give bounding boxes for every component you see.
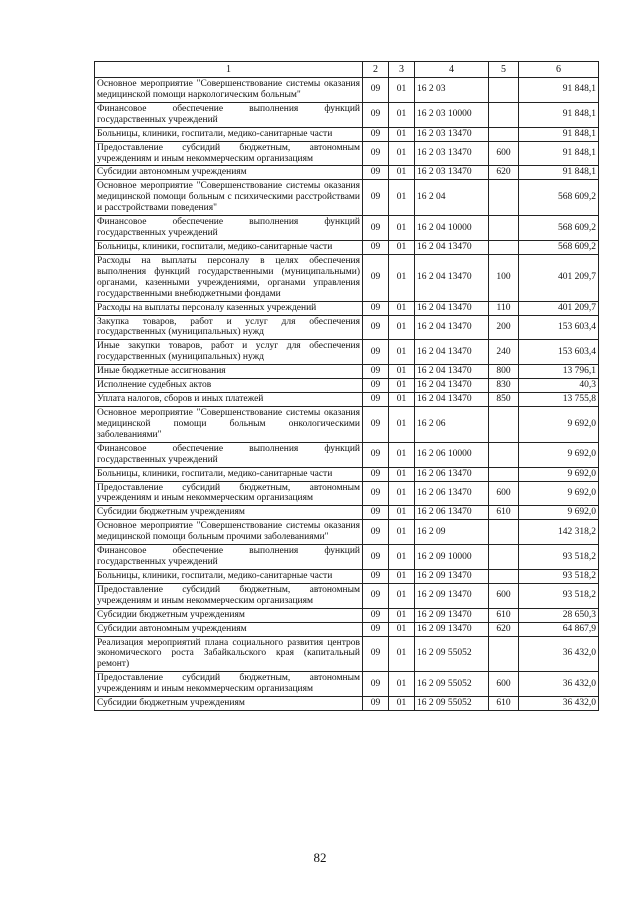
cell-subsection: 01 xyxy=(389,622,415,636)
cell-expense-type: 200 xyxy=(489,315,519,340)
cell-subsection: 01 xyxy=(389,636,415,672)
cell-subsection: 01 xyxy=(389,254,415,301)
cell-subsection: 01 xyxy=(389,583,415,608)
cell-name: Исполнение судебных актов xyxy=(95,379,363,393)
cell-subsection: 01 xyxy=(389,166,415,180)
cell-subsection: 01 xyxy=(389,315,415,340)
cell-section: 09 xyxy=(363,583,389,608)
cell-name: Субсидии бюджетным учреждениям xyxy=(95,697,363,711)
table-row xyxy=(95,697,599,711)
table-row xyxy=(95,608,599,622)
cell-name: Основное мероприятие "Совершенствование системы оказания медицинской помощи больным с психическими расстройствами и расстройствами поведения" xyxy=(95,180,363,216)
cell-expense-type xyxy=(489,636,519,672)
cell-amount: 568 609,2 xyxy=(519,180,599,216)
cell-section: 09 xyxy=(363,127,389,141)
cell-subsection: 01 xyxy=(389,545,415,570)
table-row xyxy=(95,78,599,103)
cell-name: Субсидии автономным учреждениям xyxy=(95,166,363,180)
cell-amount: 9 692,0 xyxy=(519,406,599,442)
cell-target-code: 16 2 04 13470 xyxy=(415,340,489,365)
cell-name: Основное мероприятие "Совершенствование системы оказания медицинской помощи больным прочими заболеваниями" xyxy=(95,520,363,545)
cell-section: 09 xyxy=(363,672,389,697)
cell-name: Финансовое обеспечение выполнения функций государственных учреждений xyxy=(95,102,363,127)
cell-section: 09 xyxy=(363,78,389,103)
cell-name: Предоставление субсидий бюджетным, автономным учреждениям и иным некоммерческим организациям xyxy=(95,583,363,608)
cell-expense-type: 600 xyxy=(489,583,519,608)
table-row xyxy=(95,467,599,481)
cell-subsection: 01 xyxy=(389,379,415,393)
cell-name: Больницы, клиники, госпитали, медико-санитарные части xyxy=(95,467,363,481)
table-row xyxy=(95,240,599,254)
cell-target-code: 16 2 04 13470 xyxy=(415,315,489,340)
cell-expense-type: 800 xyxy=(489,365,519,379)
cell-target-code: 16 2 06 10000 xyxy=(415,442,489,467)
table-row xyxy=(95,569,599,583)
cell-amount: 9 692,0 xyxy=(519,442,599,467)
cell-subsection: 01 xyxy=(389,467,415,481)
cell-expense-type xyxy=(489,406,519,442)
header-cell-4: 4 xyxy=(415,62,489,78)
cell-section: 09 xyxy=(363,545,389,570)
cell-section: 09 xyxy=(363,520,389,545)
cell-amount: 401 209,7 xyxy=(519,254,599,301)
cell-expense-type xyxy=(489,545,519,570)
cell-section: 09 xyxy=(363,301,389,315)
table-row xyxy=(95,254,599,301)
cell-name: Субсидии автономным учреждениям xyxy=(95,622,363,636)
cell-section: 09 xyxy=(363,254,389,301)
table-row xyxy=(95,406,599,442)
cell-subsection: 01 xyxy=(389,608,415,622)
cell-target-code: 16 2 03 13470 xyxy=(415,166,489,180)
cell-section: 09 xyxy=(363,467,389,481)
cell-amount: 142 318,2 xyxy=(519,520,599,545)
header-cell-2: 2 xyxy=(363,62,389,78)
table-row xyxy=(95,379,599,393)
cell-section: 09 xyxy=(363,608,389,622)
cell-subsection: 01 xyxy=(389,240,415,254)
cell-subsection: 01 xyxy=(389,697,415,711)
cell-section: 09 xyxy=(363,697,389,711)
cell-target-code: 16 2 04 10000 xyxy=(415,216,489,241)
cell-target-code: 16 2 09 xyxy=(415,520,489,545)
cell-target-code: 16 2 04 13470 xyxy=(415,254,489,301)
cell-section: 09 xyxy=(363,622,389,636)
cell-name: Уплата налогов, сборов и иных платежей xyxy=(95,393,363,407)
cell-amount: 91 848,1 xyxy=(519,141,599,166)
cell-section: 09 xyxy=(363,379,389,393)
cell-target-code: 16 2 09 55052 xyxy=(415,636,489,672)
cell-target-code: 16 2 03 13470 xyxy=(415,127,489,141)
cell-name: Предоставление субсидий бюджетным, автономным учреждениям и иным некоммерческим организациям xyxy=(95,481,363,506)
table-row xyxy=(95,166,599,180)
header-cell-6: 6 xyxy=(519,62,599,78)
cell-amount: 9 692,0 xyxy=(519,467,599,481)
cell-amount: 64 867,9 xyxy=(519,622,599,636)
cell-subsection: 01 xyxy=(389,569,415,583)
cell-amount: 36 432,0 xyxy=(519,636,599,672)
table-row xyxy=(95,127,599,141)
cell-subsection: 01 xyxy=(389,393,415,407)
cell-expense-type xyxy=(489,520,519,545)
cell-section: 09 xyxy=(363,166,389,180)
cell-expense-type xyxy=(489,102,519,127)
header-cell-5: 5 xyxy=(489,62,519,78)
cell-target-code: 16 2 04 13470 xyxy=(415,301,489,315)
cell-name: Финансовое обеспечение выполнения функций государственных учреждений xyxy=(95,442,363,467)
cell-expense-type: 620 xyxy=(489,166,519,180)
cell-section: 09 xyxy=(363,481,389,506)
cell-expense-type xyxy=(489,467,519,481)
cell-expense-type: 610 xyxy=(489,506,519,520)
cell-subsection: 01 xyxy=(389,442,415,467)
cell-section: 09 xyxy=(363,569,389,583)
cell-target-code: 16 2 09 55052 xyxy=(415,672,489,697)
table-row xyxy=(95,622,599,636)
cell-name: Субсидии бюджетным учреждениям xyxy=(95,608,363,622)
cell-amount: 91 848,1 xyxy=(519,166,599,180)
cell-target-code: 16 2 06 xyxy=(415,406,489,442)
cell-section: 09 xyxy=(363,180,389,216)
table-body xyxy=(95,78,599,711)
cell-section: 09 xyxy=(363,315,389,340)
table-row xyxy=(95,520,599,545)
table-row xyxy=(95,315,599,340)
budget-table xyxy=(94,61,599,711)
cell-subsection: 01 xyxy=(389,506,415,520)
cell-expense-type xyxy=(489,216,519,241)
page-number: 82 xyxy=(313,850,327,865)
cell-expense-type xyxy=(489,180,519,216)
cell-name: Предоставление субсидий бюджетным, автономным учреждениям и иным некоммерческим организациям xyxy=(95,672,363,697)
table-row xyxy=(95,506,599,520)
cell-amount: 13 796,1 xyxy=(519,365,599,379)
cell-target-code: 16 2 09 10000 xyxy=(415,545,489,570)
table-row xyxy=(95,365,599,379)
cell-expense-type: 600 xyxy=(489,141,519,166)
cell-subsection: 01 xyxy=(389,127,415,141)
cell-target-code: 16 2 04 13470 xyxy=(415,240,489,254)
cell-name: Закупка товаров, работ и услуг для обеспечения государственных (муниципальных) нужд xyxy=(95,315,363,340)
cell-subsection: 01 xyxy=(389,180,415,216)
cell-section: 09 xyxy=(363,365,389,379)
cell-name: Больницы, клиники, госпитали, медико-санитарные части xyxy=(95,127,363,141)
cell-amount: 568 609,2 xyxy=(519,240,599,254)
cell-expense-type: 610 xyxy=(489,697,519,711)
cell-subsection: 01 xyxy=(389,340,415,365)
header-cell-3: 3 xyxy=(389,62,415,78)
cell-section: 09 xyxy=(363,506,389,520)
cell-subsection: 01 xyxy=(389,102,415,127)
table-row xyxy=(95,672,599,697)
cell-target-code: 16 2 09 13470 xyxy=(415,608,489,622)
cell-name: Расходы на выплаты персоналу в целях обеспечения выполнения функций государственными (муниципальными) органами, казенными учреждениями, органами управления государственными внебюджетными фондами xyxy=(95,254,363,301)
table-row xyxy=(95,301,599,315)
header-row xyxy=(95,62,599,78)
cell-subsection: 01 xyxy=(389,365,415,379)
cell-amount: 36 432,0 xyxy=(519,672,599,697)
cell-amount: 153 603,4 xyxy=(519,340,599,365)
cell-subsection: 01 xyxy=(389,216,415,241)
cell-amount: 93 518,2 xyxy=(519,583,599,608)
cell-subsection: 01 xyxy=(389,78,415,103)
cell-target-code: 16 2 03 xyxy=(415,78,489,103)
cell-target-code: 16 2 09 13470 xyxy=(415,569,489,583)
cell-expense-type xyxy=(489,442,519,467)
cell-subsection: 01 xyxy=(389,672,415,697)
table-row xyxy=(95,180,599,216)
table-row xyxy=(95,393,599,407)
cell-expense-type: 850 xyxy=(489,393,519,407)
cell-target-code: 16 2 03 10000 xyxy=(415,102,489,127)
cell-section: 09 xyxy=(363,442,389,467)
cell-target-code: 16 2 03 13470 xyxy=(415,141,489,166)
cell-amount: 13 755,8 xyxy=(519,393,599,407)
cell-amount: 401 209,7 xyxy=(519,301,599,315)
header-cell-1: 1 xyxy=(95,62,363,78)
cell-section: 09 xyxy=(363,216,389,241)
cell-expense-type: 620 xyxy=(489,622,519,636)
cell-subsection: 01 xyxy=(389,406,415,442)
cell-amount: 153 603,4 xyxy=(519,315,599,340)
cell-expense-type xyxy=(489,240,519,254)
cell-section: 09 xyxy=(363,340,389,365)
cell-name: Расходы на выплаты персоналу казенных учреждений xyxy=(95,301,363,315)
cell-name: Основное мероприятие "Совершенствование системы оказания медицинской помощи наркологическим больным" xyxy=(95,78,363,103)
cell-amount: 91 848,1 xyxy=(519,127,599,141)
cell-name: Реализация мероприятий плана социального развития центров экономического роста Забайкальского края (капитальный ремонт) xyxy=(95,636,363,672)
cell-target-code: 16 2 06 13470 xyxy=(415,481,489,506)
cell-name: Предоставление субсидий бюджетным, автономным учреждениям и иным некоммерческим организациям xyxy=(95,141,363,166)
cell-target-code: 16 2 04 xyxy=(415,180,489,216)
cell-name: Финансовое обеспечение выполнения функций государственных учреждений xyxy=(95,545,363,570)
cell-amount: 28 650,3 xyxy=(519,608,599,622)
cell-target-code: 16 2 09 13470 xyxy=(415,622,489,636)
cell-section: 09 xyxy=(363,240,389,254)
cell-expense-type: 110 xyxy=(489,301,519,315)
cell-amount: 93 518,2 xyxy=(519,569,599,583)
cell-target-code: 16 2 04 13470 xyxy=(415,393,489,407)
cell-section: 09 xyxy=(363,636,389,672)
cell-expense-type: 830 xyxy=(489,379,519,393)
cell-subsection: 01 xyxy=(389,301,415,315)
cell-subsection: 01 xyxy=(389,481,415,506)
cell-name: Больницы, клиники, госпитали, медико-санитарные части xyxy=(95,240,363,254)
cell-subsection: 01 xyxy=(389,520,415,545)
cell-expense-type: 240 xyxy=(489,340,519,365)
cell-amount: 91 848,1 xyxy=(519,102,599,127)
table-row xyxy=(95,340,599,365)
cell-expense-type xyxy=(489,127,519,141)
cell-expense-type: 600 xyxy=(489,481,519,506)
cell-target-code: 16 2 04 13470 xyxy=(415,379,489,393)
cell-expense-type: 610 xyxy=(489,608,519,622)
cell-amount: 568 609,2 xyxy=(519,216,599,241)
cell-expense-type xyxy=(489,569,519,583)
cell-name: Больницы, клиники, госпитали, медико-санитарные части xyxy=(95,569,363,583)
table-row xyxy=(95,583,599,608)
cell-subsection: 01 xyxy=(389,141,415,166)
cell-name: Иные закупки товаров, работ и услуг для обеспечения государственных (муниципальных) нужд xyxy=(95,340,363,365)
cell-name: Субсидии бюджетным учреждениям xyxy=(95,506,363,520)
table-row xyxy=(95,545,599,570)
cell-amount: 93 518,2 xyxy=(519,545,599,570)
table-row xyxy=(95,141,599,166)
cell-section: 09 xyxy=(363,393,389,407)
cell-target-code: 16 2 04 13470 xyxy=(415,365,489,379)
cell-amount: 9 692,0 xyxy=(519,481,599,506)
table-row xyxy=(95,636,599,672)
cell-name: Финансовое обеспечение выполнения функций государственных учреждений xyxy=(95,216,363,241)
cell-section: 09 xyxy=(363,406,389,442)
cell-target-code: 16 2 09 13470 xyxy=(415,583,489,608)
cell-name: Основное мероприятие "Совершенствование системы оказания медицинской помощи больным онкологическими заболеваниями" xyxy=(95,406,363,442)
table-row xyxy=(95,481,599,506)
cell-target-code: 16 2 09 55052 xyxy=(415,697,489,711)
table-row xyxy=(95,102,599,127)
cell-amount: 40,3 xyxy=(519,379,599,393)
cell-expense-type xyxy=(489,78,519,103)
table-row xyxy=(95,216,599,241)
cell-expense-type: 100 xyxy=(489,254,519,301)
cell-target-code: 16 2 06 13470 xyxy=(415,506,489,520)
cell-amount: 91 848,1 xyxy=(519,78,599,103)
cell-section: 09 xyxy=(363,141,389,166)
cell-amount: 9 692,0 xyxy=(519,506,599,520)
table-row xyxy=(95,442,599,467)
cell-name: Иные бюджетные ассигнования xyxy=(95,365,363,379)
cell-target-code: 16 2 06 13470 xyxy=(415,467,489,481)
cell-amount: 36 432,0 xyxy=(519,697,599,711)
cell-section: 09 xyxy=(363,102,389,127)
cell-expense-type: 600 xyxy=(489,672,519,697)
